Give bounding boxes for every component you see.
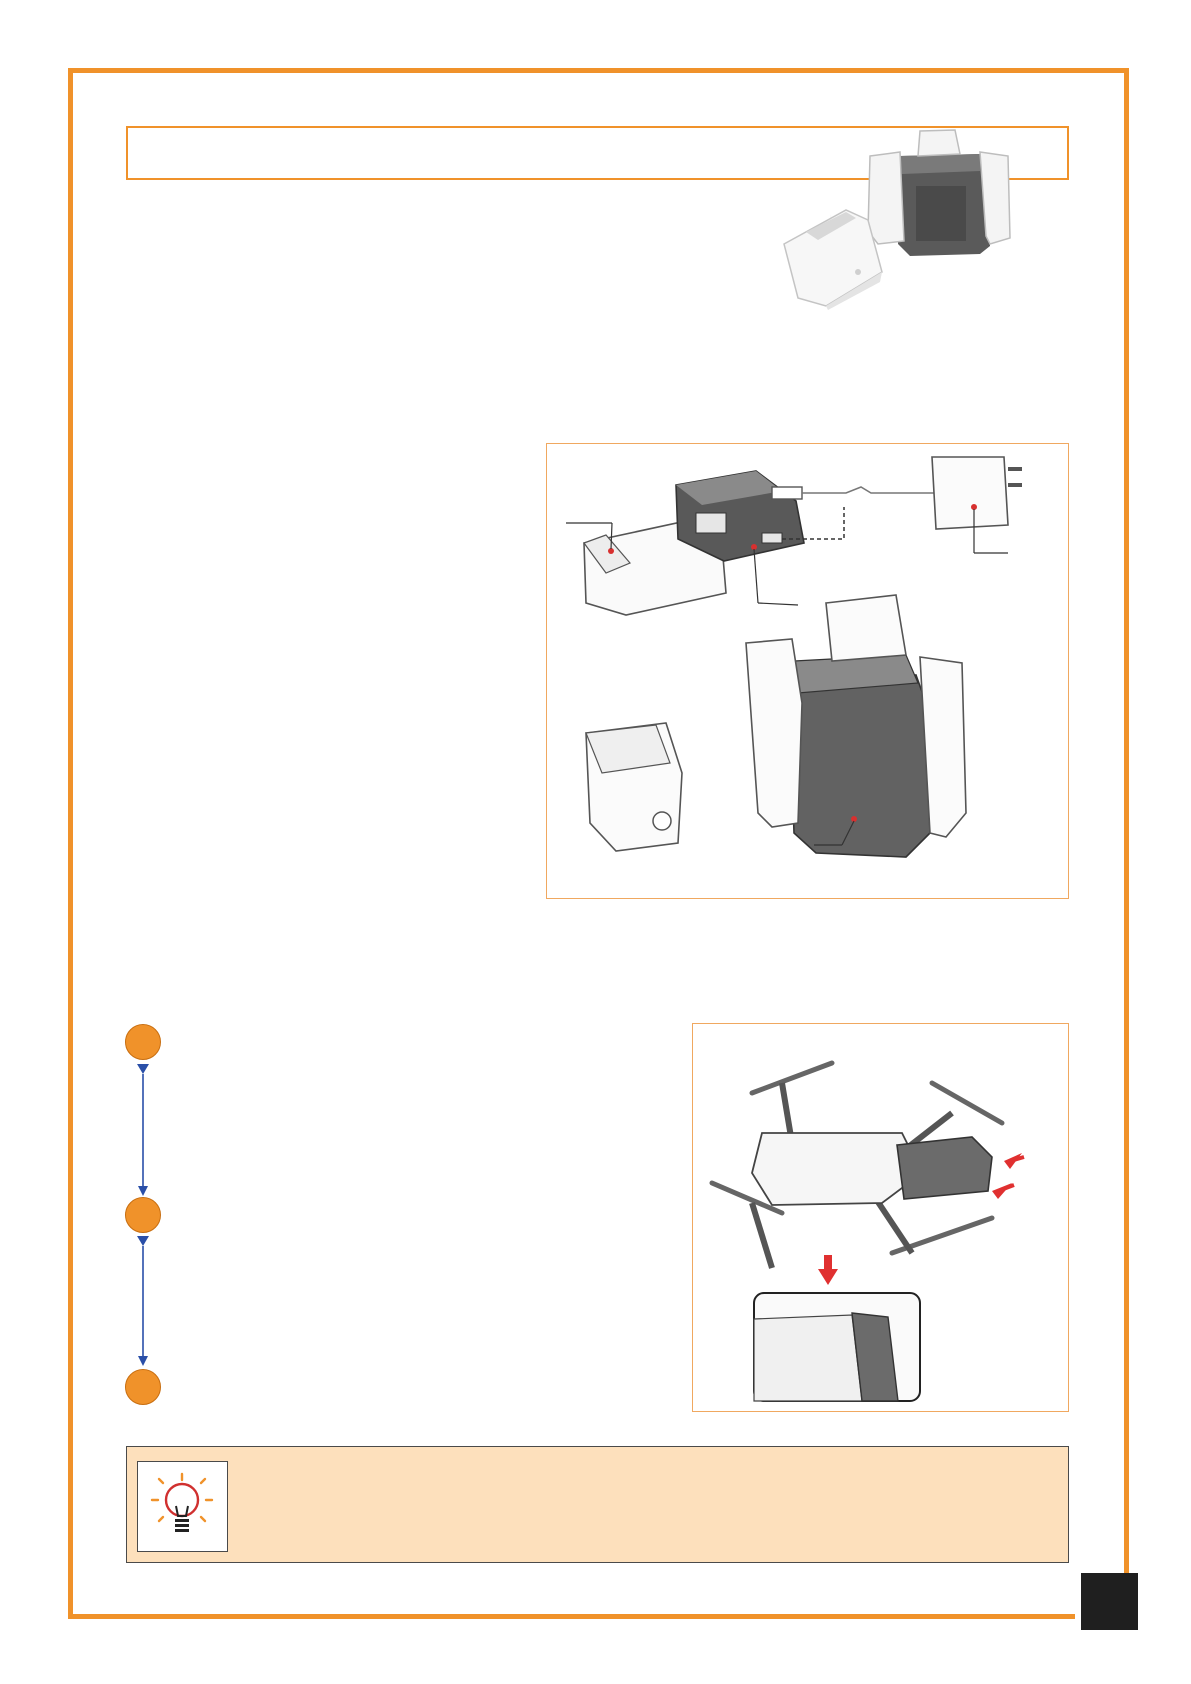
page-border-bottom — [68, 1614, 1075, 1619]
page-number-tab — [1081, 1573, 1138, 1630]
down-arrow-icon — [137, 1064, 149, 1074]
step-flow-arrows — [128, 1060, 158, 1370]
page-border-left — [68, 68, 73, 1619]
down-arrow-icon — [138, 1186, 148, 1196]
battery-header-image — [776, 202, 911, 312]
step-3-circle — [125, 1369, 161, 1405]
tip-box — [126, 1446, 1069, 1563]
step-1-circle — [125, 1024, 161, 1060]
tip-icon-box — [137, 1461, 228, 1552]
down-arrow-icon — [137, 1236, 149, 1246]
red-down-arrow-icon — [818, 1269, 838, 1285]
down-arrow-icon — [138, 1356, 148, 1366]
charging-diagram — [546, 443, 1069, 899]
drone-battery-install-illustration — [692, 1023, 1069, 1412]
page-border-right — [1124, 68, 1129, 1576]
lightbulb-icon — [138, 1462, 226, 1550]
page-border-top — [68, 68, 1129, 73]
